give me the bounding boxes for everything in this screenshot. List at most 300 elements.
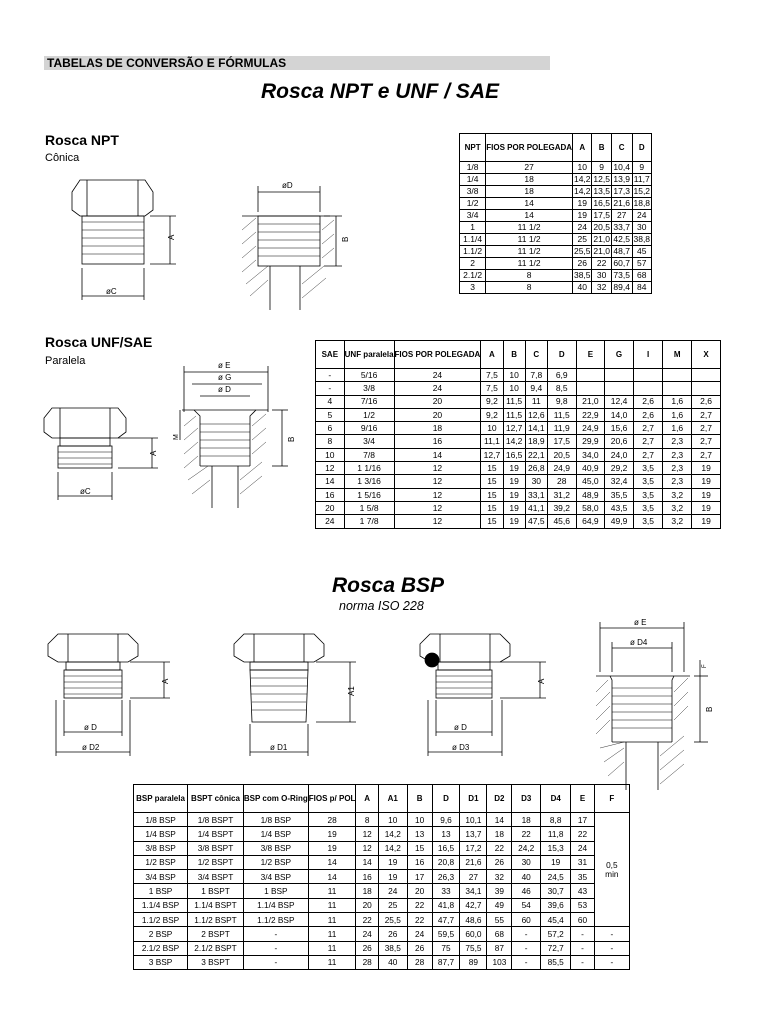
table-cell: 11 bbox=[308, 955, 356, 969]
table-cell: 20 bbox=[407, 884, 432, 898]
table-cell: 38,8 bbox=[633, 234, 651, 245]
table-row bbox=[134, 927, 630, 941]
unf-subheading: Paralela bbox=[45, 355, 86, 367]
table-cell: 12 bbox=[394, 515, 481, 528]
table-cell: 21,0 bbox=[593, 234, 610, 245]
table-cell: 3/4 BSPT bbox=[188, 870, 244, 884]
table-cell: 58,0 bbox=[576, 501, 605, 514]
table-cell: 30 bbox=[525, 475, 547, 488]
table-cell: 17,2 bbox=[460, 841, 487, 855]
table-cell: 75 bbox=[432, 941, 460, 955]
table-cell: 1/8 BSPT bbox=[188, 813, 244, 827]
table-cell: 42,5 bbox=[611, 234, 632, 246]
table-cell: 3,2 bbox=[663, 501, 692, 514]
table-cell: 1/4 BSP bbox=[134, 827, 188, 841]
table-cell: - bbox=[512, 941, 541, 955]
table-cell: 14 bbox=[486, 210, 573, 222]
table-cell: 31,2 bbox=[547, 488, 576, 501]
table-cell: 8 bbox=[486, 282, 573, 294]
table-cell: 9/16 bbox=[344, 422, 394, 435]
table-cell: 73,5 bbox=[611, 270, 632, 282]
table-cell: - bbox=[316, 382, 345, 395]
table-cell: 2 BSP bbox=[134, 927, 188, 941]
table-cell: 39 bbox=[487, 884, 512, 898]
table-row bbox=[134, 913, 630, 927]
table-cell: 20 bbox=[394, 395, 481, 408]
table-cell: 12 bbox=[356, 841, 379, 855]
table-cell: 11,5 bbox=[547, 408, 576, 421]
table-cell: 28 bbox=[308, 813, 356, 827]
table-cell: 8,5 bbox=[547, 382, 576, 395]
table-cell: 16,5 bbox=[503, 448, 525, 461]
table-cell: 26 bbox=[573, 258, 592, 270]
table-cell: 48,9 bbox=[576, 488, 605, 501]
column-header: BSP paralela bbox=[134, 785, 188, 813]
table-cell: 11 bbox=[308, 884, 356, 898]
table-cell: 64,9 bbox=[576, 515, 605, 528]
table-cell: 10 bbox=[573, 162, 592, 174]
table-cell: 16 bbox=[356, 870, 379, 884]
table-cell: 46 bbox=[512, 884, 541, 898]
column-header: F bbox=[594, 785, 629, 813]
column-header: A bbox=[573, 134, 592, 162]
table-cell: 60 bbox=[512, 913, 541, 927]
bsp-a-label-1: A bbox=[161, 678, 170, 684]
table-cell: 15 bbox=[481, 475, 503, 488]
table-cell: 17,5 bbox=[593, 210, 610, 221]
table-cell: 18,9 bbox=[525, 435, 547, 448]
table-cell: 9 bbox=[632, 162, 651, 174]
table-cell: 24 bbox=[394, 369, 481, 382]
column-header: NPT bbox=[460, 134, 486, 162]
table-cell: - bbox=[243, 955, 308, 969]
table-cell: 8 bbox=[486, 270, 573, 282]
table-cell: 3/8 BSPT bbox=[188, 841, 244, 855]
table-cell: 15,3 bbox=[541, 841, 571, 855]
bsp-oe-label: ø E bbox=[634, 618, 647, 627]
table-cell: 10,4 bbox=[611, 162, 632, 174]
table-cell: 14 bbox=[308, 855, 356, 869]
table-cell: 22 bbox=[487, 841, 512, 855]
table-cell: 18 bbox=[486, 186, 573, 198]
table-cell: 2,3 bbox=[663, 448, 692, 461]
table-cell: 3/8 BSP bbox=[134, 841, 188, 855]
table-cell: - bbox=[571, 941, 594, 955]
table-cell: 1.1/2 BSP bbox=[243, 913, 308, 927]
bsp-subtitle: norma ISO 228 bbox=[339, 599, 424, 613]
table-cell: 60 bbox=[571, 913, 594, 927]
table-cell: 1 5/16 bbox=[344, 488, 394, 501]
table-cell: 4 bbox=[316, 395, 345, 408]
table-cell: - bbox=[571, 955, 594, 969]
table-cell: 19 bbox=[378, 870, 407, 884]
table-cell: 16 bbox=[407, 855, 432, 869]
table-cell: 11 1/2 bbox=[486, 222, 573, 234]
table-cell: 12,6 bbox=[525, 408, 547, 421]
table-cell: 3/8 BSP bbox=[243, 841, 308, 855]
table-cell: 24,9 bbox=[547, 462, 576, 475]
table-cell: 24,0 bbox=[605, 448, 634, 461]
table-cell: 3,5 bbox=[633, 501, 663, 514]
table-cell: 2.1/2 bbox=[460, 270, 486, 282]
table-cell: 1.1/4 BSPT bbox=[188, 898, 244, 912]
table-cell: 53 bbox=[571, 898, 594, 912]
table-cell: 40 bbox=[512, 870, 541, 884]
table-cell: 13,9 bbox=[611, 174, 632, 186]
table-cell: 12,5 bbox=[593, 174, 610, 185]
table-cell: 18 bbox=[486, 174, 573, 186]
table-cell: 14,2 bbox=[378, 841, 407, 855]
table-cell: 14,0 bbox=[605, 408, 634, 421]
table-cell: 19 bbox=[308, 841, 356, 855]
table-cell: 3,2 bbox=[663, 488, 692, 501]
column-header: D bbox=[632, 134, 651, 162]
table-cell: 7/8 bbox=[344, 448, 394, 461]
column-header: G bbox=[605, 341, 634, 369]
table-cell: 14,2 bbox=[573, 186, 591, 197]
table-cell: 11 1/2 bbox=[486, 246, 573, 258]
table-cell: 1/4 BSPT bbox=[188, 827, 244, 841]
table-cell: 38,5 bbox=[573, 270, 591, 281]
table-cell: 32 bbox=[487, 870, 512, 884]
npt-od-label: øD bbox=[282, 181, 293, 190]
table-cell: 3/4 bbox=[460, 210, 486, 222]
bsp-od1-label: ø D1 bbox=[270, 743, 288, 752]
table-cell: 18 bbox=[512, 813, 541, 827]
table-cell: 20,8 bbox=[432, 855, 460, 869]
table-row bbox=[134, 827, 630, 841]
table-cell: 24,5 bbox=[541, 870, 571, 884]
table-cell: 45 bbox=[632, 246, 651, 258]
table-cell: 25,5 bbox=[573, 246, 591, 257]
table-cell: 19 bbox=[503, 501, 525, 514]
column-header: A bbox=[481, 341, 503, 369]
table-cell: 26,3 bbox=[432, 870, 460, 884]
table-cell: 2,3 bbox=[663, 435, 692, 448]
table-cell: 12 bbox=[356, 827, 379, 841]
column-header: BSP com O-Ring bbox=[243, 785, 308, 813]
table-cell: 22 bbox=[571, 827, 594, 841]
table-cell: 26 bbox=[487, 855, 512, 869]
table-row bbox=[134, 841, 630, 855]
table-cell: 33,7 bbox=[611, 222, 632, 234]
table-cell: 17 bbox=[571, 813, 594, 827]
table-cell: 14,2 bbox=[503, 435, 525, 448]
table-cell: 9,2 bbox=[481, 408, 503, 421]
table-cell: 13,7 bbox=[460, 827, 487, 841]
section-header: TABELAS DE CONVERSÃO E FÓRMULAS bbox=[44, 56, 550, 70]
table-cell: 15 bbox=[481, 515, 503, 528]
table-cell: 22,1 bbox=[525, 448, 547, 461]
table-cell: 11 bbox=[308, 941, 356, 955]
table-cell-f-merged: 0,5 min bbox=[594, 813, 629, 927]
table-cell: 68 bbox=[487, 927, 512, 941]
table-cell: 15 bbox=[481, 488, 503, 501]
npt-oc-label: øC bbox=[106, 287, 117, 296]
table-cell: 87 bbox=[487, 941, 512, 955]
table-cell: 24,2 bbox=[512, 841, 541, 855]
table-cell: - bbox=[316, 369, 345, 382]
table-cell: 7/16 bbox=[344, 395, 394, 408]
table-cell: 1/2 BSP bbox=[243, 855, 308, 869]
table-cell: 10 bbox=[407, 813, 432, 827]
table-cell: 7,5 bbox=[481, 369, 503, 382]
table-cell: - bbox=[243, 941, 308, 955]
bsp-b-label: B bbox=[705, 706, 714, 712]
table-cell: 9,8 bbox=[547, 395, 576, 408]
table-cell: 14,1 bbox=[525, 422, 547, 435]
table-cell: 34,1 bbox=[460, 884, 487, 898]
column-header: E bbox=[576, 341, 605, 369]
table-cell: 27 bbox=[486, 162, 573, 174]
table-cell: 12 bbox=[394, 488, 481, 501]
column-header: A bbox=[356, 785, 379, 813]
table-cell: 8,8 bbox=[541, 813, 571, 827]
table-cell: 1.1/2 BSPT bbox=[188, 913, 244, 927]
table-cell: 2.1/2 BSP bbox=[134, 941, 188, 955]
table-cell: 84 bbox=[632, 282, 651, 294]
table-cell: 16 bbox=[316, 488, 345, 501]
column-header: D bbox=[547, 341, 576, 369]
table-cell: 45,0 bbox=[576, 475, 605, 488]
table-cell: 21,6 bbox=[611, 198, 632, 210]
table-cell: 21,0 bbox=[593, 246, 610, 257]
table-cell: 11 bbox=[308, 913, 356, 927]
table-cell: 11 bbox=[308, 898, 356, 912]
table-cell: 18 bbox=[487, 827, 512, 841]
table-cell: 16 bbox=[394, 435, 481, 448]
table-cell: 19 bbox=[692, 501, 721, 514]
table-cell: 24,9 bbox=[576, 422, 605, 435]
table-cell: 17 bbox=[407, 870, 432, 884]
table-cell: 3/4 bbox=[344, 435, 394, 448]
table-cell: 47,5 bbox=[525, 515, 547, 528]
column-header: D4 bbox=[541, 785, 571, 813]
table-cell: 57,2 bbox=[541, 927, 571, 941]
table-cell: 2,6 bbox=[633, 408, 663, 421]
table-cell: 57 bbox=[632, 258, 651, 270]
table-cell: 49,9 bbox=[605, 515, 634, 528]
page-title: Rosca NPT e UNF / SAE bbox=[261, 80, 500, 103]
table-cell: 9,6 bbox=[432, 813, 460, 827]
bsp-od-label-2: ø D bbox=[454, 723, 467, 732]
table-row bbox=[134, 898, 630, 912]
table-cell: 24 bbox=[632, 210, 651, 222]
table-cell: 1/8 BSP bbox=[243, 813, 308, 827]
table-cell: 12 bbox=[394, 475, 481, 488]
table-cell: 22,9 bbox=[576, 408, 605, 421]
table-cell: 60,7 bbox=[611, 258, 632, 270]
table-cell: 24 bbox=[316, 515, 345, 528]
table-cell: 15 bbox=[481, 501, 503, 514]
table-cell: - bbox=[594, 941, 629, 955]
table-cell: 43 bbox=[571, 884, 594, 898]
table-cell: 1 BSP bbox=[243, 884, 308, 898]
table-cell: 47,7 bbox=[432, 913, 460, 927]
column-header: D2 bbox=[487, 785, 512, 813]
column-header: I bbox=[633, 341, 663, 369]
table-cell: 21,6 bbox=[460, 855, 487, 869]
table-cell: 1.1/2 bbox=[460, 246, 486, 258]
table-cell: 1,6 bbox=[663, 408, 692, 421]
table-cell: 10 bbox=[481, 422, 503, 435]
table-cell: 1,6 bbox=[663, 395, 692, 408]
table-cell: 11 1/2 bbox=[486, 234, 573, 246]
column-header: X bbox=[692, 341, 721, 369]
npt-b-label: B bbox=[341, 236, 350, 242]
table-cell: 33 bbox=[432, 884, 460, 898]
table-row bbox=[134, 941, 630, 955]
table-cell: 22 bbox=[356, 913, 379, 927]
table-cell: 20,5 bbox=[593, 222, 610, 233]
table-cell: 22 bbox=[592, 258, 611, 270]
table-cell: 26 bbox=[407, 941, 432, 955]
column-header: FIOS POR POLEGADA bbox=[394, 341, 481, 369]
table-cell: 12,7 bbox=[503, 422, 525, 435]
table-cell: 10 bbox=[378, 813, 407, 827]
table-cell: 3/8 bbox=[344, 382, 394, 395]
column-header: D bbox=[432, 785, 460, 813]
table-cell: 1 7/8 bbox=[344, 515, 394, 528]
table-row bbox=[134, 813, 630, 827]
bsp-od-label-1: ø D bbox=[84, 723, 97, 732]
column-header: B bbox=[503, 341, 525, 369]
table-cell: 75,5 bbox=[460, 941, 487, 955]
table-cell: 68 bbox=[632, 270, 651, 282]
table-cell: 15 bbox=[407, 841, 432, 855]
table-cell: 1/4 BSP bbox=[243, 827, 308, 841]
table-cell: 1/2 BSP bbox=[134, 855, 188, 869]
table-cell: 11 bbox=[525, 395, 547, 408]
table-cell: 89 bbox=[460, 955, 487, 969]
table-cell: 30 bbox=[592, 270, 611, 282]
table-cell: 35,5 bbox=[605, 488, 634, 501]
table-cell: 20,5 bbox=[547, 448, 576, 461]
table-cell: 12,4 bbox=[605, 395, 634, 408]
table-cell: 26 bbox=[356, 941, 379, 955]
table-cell: 54 bbox=[512, 898, 541, 912]
table-cell: 7,5 bbox=[481, 382, 503, 395]
table-cell: 28 bbox=[407, 955, 432, 969]
table-cell: 8 bbox=[316, 435, 345, 448]
table-cell: 28 bbox=[356, 955, 379, 969]
column-header: A1 bbox=[378, 785, 407, 813]
table-row bbox=[134, 855, 630, 869]
table-cell: 22 bbox=[407, 898, 432, 912]
bsp-od3-label: ø D3 bbox=[452, 743, 470, 752]
table-cell: - bbox=[594, 927, 629, 941]
table-cell: 2,6 bbox=[633, 395, 663, 408]
table-cell: 28 bbox=[547, 475, 576, 488]
table-cell: 14 bbox=[486, 198, 573, 210]
table-cell: - bbox=[512, 955, 541, 969]
table-cell: 20 bbox=[356, 898, 379, 912]
table-cell: 30,7 bbox=[541, 884, 571, 898]
table-cell: 38,5 bbox=[378, 941, 407, 955]
table-cell: 31 bbox=[571, 855, 594, 869]
table-cell: 14 bbox=[308, 870, 356, 884]
bsp-table bbox=[133, 784, 630, 970]
table-cell: 15 bbox=[481, 462, 503, 475]
bsp-od2-label: ø D2 bbox=[82, 743, 100, 752]
column-header: BSPT cônica bbox=[188, 785, 244, 813]
table-cell: 19 bbox=[692, 462, 721, 475]
table-cell: 21,0 bbox=[576, 395, 605, 408]
table-cell: 2,7 bbox=[692, 435, 721, 448]
table-cell: 6,9 bbox=[547, 369, 576, 382]
table-cell: 85,5 bbox=[541, 955, 571, 969]
table-cell: 24 bbox=[356, 927, 379, 941]
table-cell: 55 bbox=[487, 913, 512, 927]
table-cell: 2.1/2 BSPT bbox=[188, 941, 244, 955]
table-cell: 3,2 bbox=[663, 515, 692, 528]
table-cell: 3,5 bbox=[633, 462, 663, 475]
table-cell: 11,8 bbox=[541, 827, 571, 841]
table-cell: 1 BSPT bbox=[188, 884, 244, 898]
unf-a-label: A bbox=[149, 450, 158, 456]
table-cell: 45,6 bbox=[547, 515, 576, 528]
table-cell: 18 bbox=[356, 884, 379, 898]
table-cell: 19 bbox=[692, 515, 721, 528]
bsp-od4-label: ø D4 bbox=[630, 638, 648, 647]
table-cell: 11,7 bbox=[633, 174, 650, 185]
table-cell: 34,0 bbox=[576, 448, 605, 461]
table-cell: 5/16 bbox=[344, 369, 394, 382]
table-cell: 6 bbox=[316, 422, 345, 435]
table-cell: 3 BSP bbox=[134, 955, 188, 969]
table-cell: 1 5/8 bbox=[344, 501, 394, 514]
table-cell: 24 bbox=[573, 222, 592, 234]
table-cell: 12 bbox=[316, 462, 345, 475]
table-cell: 1/8 BSP bbox=[134, 813, 188, 827]
table-cell: 1/2 bbox=[344, 408, 394, 421]
table-cell: 10 bbox=[503, 369, 525, 382]
unf-og-label: ø G bbox=[218, 373, 232, 382]
table-cell: 25,5 bbox=[378, 913, 407, 927]
table-cell: 2,3 bbox=[663, 462, 692, 475]
table-cell: 2 bbox=[460, 258, 486, 270]
table-row bbox=[134, 884, 630, 898]
table-cell: 26,8 bbox=[525, 462, 547, 475]
table-cell: 10,1 bbox=[460, 813, 487, 827]
table-cell: 14,2 bbox=[378, 827, 407, 841]
table-cell: 19 bbox=[692, 475, 721, 488]
table-cell: 3,5 bbox=[633, 515, 663, 528]
table-cell: 2,7 bbox=[633, 448, 663, 461]
table-cell: 27 bbox=[611, 210, 632, 222]
table-cell: 19 bbox=[308, 827, 356, 841]
column-header: B bbox=[592, 134, 611, 162]
npt-heading: Rosca NPT bbox=[45, 132, 119, 148]
table-cell: 48,7 bbox=[611, 246, 632, 258]
table-cell: 19 bbox=[503, 462, 525, 475]
table-cell: 1 3/16 bbox=[344, 475, 394, 488]
table-cell: - bbox=[594, 955, 629, 969]
table-cell: 35 bbox=[571, 870, 594, 884]
table-cell: 89,4 bbox=[611, 282, 632, 294]
table-cell: 12 bbox=[394, 501, 481, 514]
table-cell: 19 bbox=[541, 855, 571, 869]
table-cell: 13 bbox=[407, 827, 432, 841]
bsp-a1-label: A1 bbox=[347, 686, 356, 696]
table-cell: 14 bbox=[356, 855, 379, 869]
table-cell: 30 bbox=[512, 855, 541, 869]
table-cell: 24 bbox=[394, 382, 481, 395]
table-cell: - bbox=[243, 927, 308, 941]
column-header: E bbox=[571, 785, 594, 813]
table-cell: 3/4 BSP bbox=[134, 870, 188, 884]
table-cell: 10 bbox=[316, 448, 345, 461]
